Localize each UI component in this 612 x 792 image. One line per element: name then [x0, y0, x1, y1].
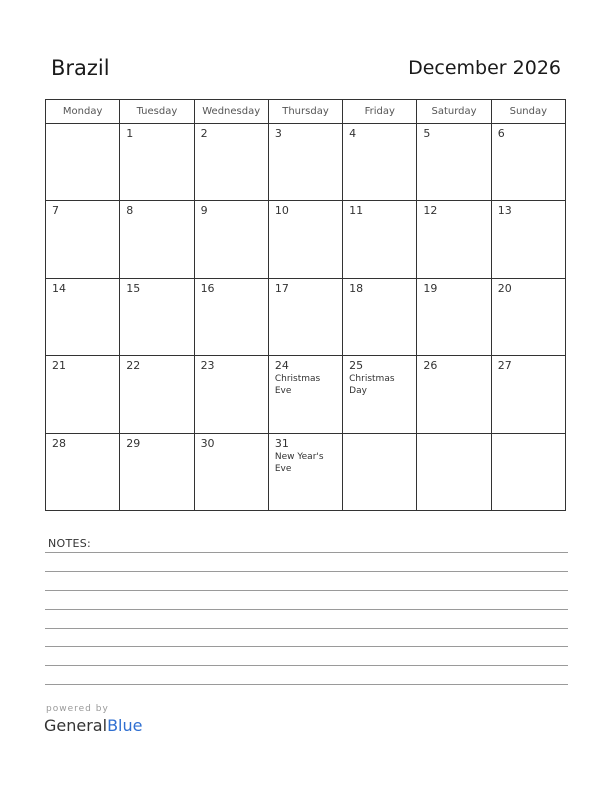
day-cell: [417, 124, 491, 201]
day-cell: [269, 356, 343, 433]
day-cell: [492, 124, 566, 201]
day-number: 23: [200, 359, 215, 373]
day-number: 12: [423, 204, 438, 218]
day-number: 1: [126, 127, 134, 140]
day-number: 20: [497, 281, 512, 295]
day-number: 8: [126, 204, 134, 218]
day-cell: [417, 356, 491, 433]
day-number: 2: [200, 127, 208, 140]
day-cell: [269, 434, 343, 511]
weekday-header-tuesday: Tuesday: [120, 100, 194, 124]
day-number: 5: [423, 127, 431, 140]
day-cell: [343, 201, 417, 278]
note-line: [45, 628, 568, 629]
day-cell: [46, 201, 120, 278]
day-number: 16: [200, 281, 215, 295]
day-number: 27: [497, 359, 512, 373]
day-cell: [417, 279, 491, 356]
day-cell: [195, 124, 269, 201]
day-cell: [195, 434, 269, 511]
day-number: 11: [349, 204, 364, 218]
calendar-grid: [45, 99, 566, 511]
holiday-label: New Year's Eve: [274, 451, 324, 474]
day-number: 10: [274, 204, 289, 218]
day-cell: [269, 279, 343, 356]
notes-label: NOTES:: [48, 537, 92, 550]
day-number: 19: [423, 281, 438, 295]
day-cell: [343, 124, 417, 201]
country-title: Brazil: [51, 56, 110, 80]
day-number: 29: [126, 436, 141, 450]
day-cell: [417, 434, 491, 511]
day-cell: [492, 434, 566, 511]
day-number: 22: [126, 359, 141, 373]
day-cell: [269, 124, 343, 201]
day-cell: [120, 434, 194, 511]
day-number: 7: [52, 204, 59, 218]
day-cell: [492, 201, 566, 278]
note-line: [45, 571, 568, 572]
day-number: 13: [497, 204, 512, 218]
day-number: 24: [274, 359, 289, 373]
holiday-label: Christmas Eve: [274, 374, 321, 397]
day-number: 6: [497, 127, 505, 140]
weekday-header-saturday: Saturday: [417, 100, 491, 124]
powered-by-text: powered by: [46, 704, 109, 714]
month-year-title: December 2026: [408, 57, 561, 79]
day-number: 28: [52, 436, 66, 450]
day-cell: [195, 279, 269, 356]
day-number: 26: [423, 359, 438, 373]
day-cell: [269, 201, 343, 278]
day-cell: [120, 124, 194, 201]
weekday-header-monday: Monday: [46, 100, 120, 124]
day-number: 14: [52, 281, 66, 295]
day-cell: [120, 201, 194, 278]
day-cell: [343, 279, 417, 356]
day-number: 4: [349, 127, 357, 140]
day-cell: [492, 356, 566, 433]
weekday-header-friday: Friday: [343, 100, 417, 124]
weekday-header-wednesday: Wednesday: [195, 100, 269, 124]
day-cell: [492, 279, 566, 356]
day-cell: [120, 279, 194, 356]
note-line: [45, 646, 568, 647]
note-line: [45, 609, 568, 610]
note-line: [45, 590, 568, 591]
brand-blue: Blue: [107, 716, 143, 735]
day-cell: [195, 356, 269, 433]
weekday-header-thursday: Thursday: [269, 100, 343, 124]
note-line: [45, 552, 568, 553]
day-cell: [46, 356, 120, 433]
day-number: 9: [200, 204, 208, 218]
day-number: 31: [274, 436, 289, 450]
weekday-header-sunday: Sunday: [492, 100, 566, 124]
brand-general: General: [44, 716, 108, 735]
day-number: 18: [349, 281, 364, 295]
day-number: 3: [274, 127, 282, 140]
day-cell: [46, 434, 120, 511]
day-number: 25: [349, 359, 364, 373]
day-cell: [120, 356, 194, 433]
day-cell: [343, 356, 417, 433]
note-line: [45, 684, 568, 685]
generalblue-logo: [44, 716, 142, 735]
day-cell: [46, 124, 120, 201]
day-cell: [343, 434, 417, 511]
note-line: [45, 665, 568, 666]
day-number: 17: [274, 281, 289, 295]
day-cell: [46, 279, 120, 356]
day-number: 30: [200, 436, 215, 450]
day-cell: [417, 201, 491, 278]
holiday-label: Christmas Day: [349, 374, 395, 397]
day-cell: [195, 201, 269, 278]
day-number: 21: [52, 359, 66, 373]
day-number: 15: [126, 281, 141, 295]
